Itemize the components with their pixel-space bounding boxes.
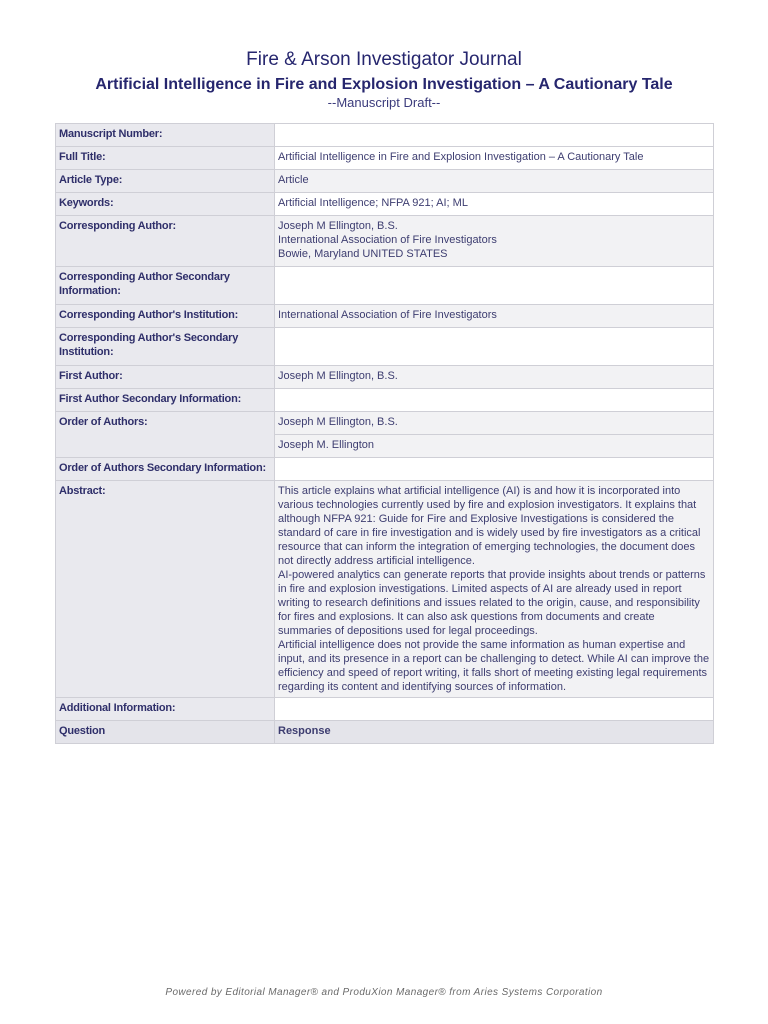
label-full-title: Full Title: [56, 147, 275, 170]
value-order-secondary [275, 458, 714, 481]
label-order-of-authors: Order of Authors: [56, 412, 275, 458]
value-first-author: Joseph M Ellington, B.S. [275, 366, 714, 389]
label-additional-info: Additional Information: [56, 698, 275, 721]
manuscript-table [55, 123, 714, 744]
label-corr-secondary: Corresponding Author Secondary Information: [56, 267, 275, 305]
value-keywords: Artificial Intelligence; NFPA 921; AI; ML [275, 193, 714, 216]
label-abstract: Abstract: [56, 481, 275, 698]
label-corresponding-author: Corresponding Author: [56, 216, 275, 267]
value-abstract [275, 481, 714, 698]
row-corr-secondary-institution [56, 328, 714, 366]
row-additional-info [56, 698, 714, 721]
label-keywords: Keywords: [56, 193, 275, 216]
row-abstract [56, 481, 714, 698]
article-title: Artificial Intelligence in Fire and Explosion Investigation – A Cautionary Tale [95, 76, 673, 93]
row-article-type [56, 170, 714, 193]
abstract-paragraph-1: This article explains what artificial intelligence (AI) is and how it is incorporated into various technologies currently used by fire and explosion investigators. It explains that although NFPA 921: Guide for Fire and Explosive Investigations is considered the standard of care in fire investigation and is widely used by fire investigators as a critical resource that can inform the integration of emerging technologies, the document does not directly address artificial intelligence. [278, 485, 701, 567]
row-corresponding-author [56, 216, 714, 267]
row-corr-institution [56, 305, 714, 328]
row-manuscript-number [56, 124, 714, 147]
row-keywords [56, 193, 714, 216]
row-first-author [56, 366, 714, 389]
label-article-type: Article Type: [56, 170, 275, 193]
value-additional-info [275, 698, 714, 721]
journal-name: Fire & Arson Investigator Journal [246, 49, 522, 70]
abstract-paragraph-2: AI-powered analytics can generate reports that provide insights about trends or patterns in fire and explosion investigations. Limited aspects of AI are already used in report writing to research definitions and issues related to the origin, cause, and responsibility for fires and explosions. It can also ask questions from documents and create summaries of depositions used for legal proceedings. [278, 569, 706, 637]
label-response: Response [275, 721, 714, 744]
label-first-author: First Author: [56, 366, 275, 389]
value-article-type: Article [275, 170, 714, 193]
row-corr-secondary [56, 267, 714, 305]
value-corr-secondary [275, 267, 714, 305]
value-corr-secondary-institution [275, 328, 714, 366]
row-question-response [56, 721, 714, 744]
value-manuscript-number [275, 124, 714, 147]
row-full-title [56, 147, 714, 170]
corresponding-author-org: International Association of Fire Investigators [278, 234, 497, 246]
row-order-of-authors [56, 412, 714, 435]
corresponding-author-location: Bowie, Maryland UNITED STATES [278, 248, 448, 260]
value-corresponding-author [275, 216, 714, 267]
value-corr-institution: International Association of Fire Investigators [275, 305, 714, 328]
label-corr-institution: Corresponding Author's Institution: [56, 305, 275, 328]
abstract-paragraph-3: Artificial intelligence does not provide the same information as human expertise and input, and its presence in a report can be challenging to detect. While AI can improve the efficiency and speed of report writing, it falls short of meeting existing legal requirements regarding its content and identifying sources of information. [278, 639, 710, 693]
label-question: Question [56, 721, 275, 744]
document-header [0, 48, 768, 110]
footer-credit: Powered by Editorial Manager® and ProduXion Manager® from Aries Systems Corporation [165, 987, 603, 998]
row-first-author-secondary [56, 389, 714, 412]
corresponding-author-name: Joseph M Ellington, B.S. [278, 220, 398, 232]
value-first-author-secondary [275, 389, 714, 412]
label-corr-secondary-institution: Corresponding Author's Secondary Institution: [56, 328, 275, 366]
label-first-author-secondary: First Author Secondary Information: [56, 389, 275, 412]
draft-label: --Manuscript Draft-- [327, 95, 441, 110]
value-full-title: Artificial Intelligence in Fire and Explosion Investigation – A Cautionary Tale [275, 147, 714, 170]
value-order-of-authors-1: Joseph M Ellington, B.S. [275, 412, 714, 435]
label-manuscript-number: Manuscript Number: [56, 124, 275, 147]
row-order-secondary [56, 458, 714, 481]
label-order-secondary: Order of Authors Secondary Information: [56, 458, 275, 481]
value-order-of-authors-2: Joseph M. Ellington [275, 435, 714, 458]
